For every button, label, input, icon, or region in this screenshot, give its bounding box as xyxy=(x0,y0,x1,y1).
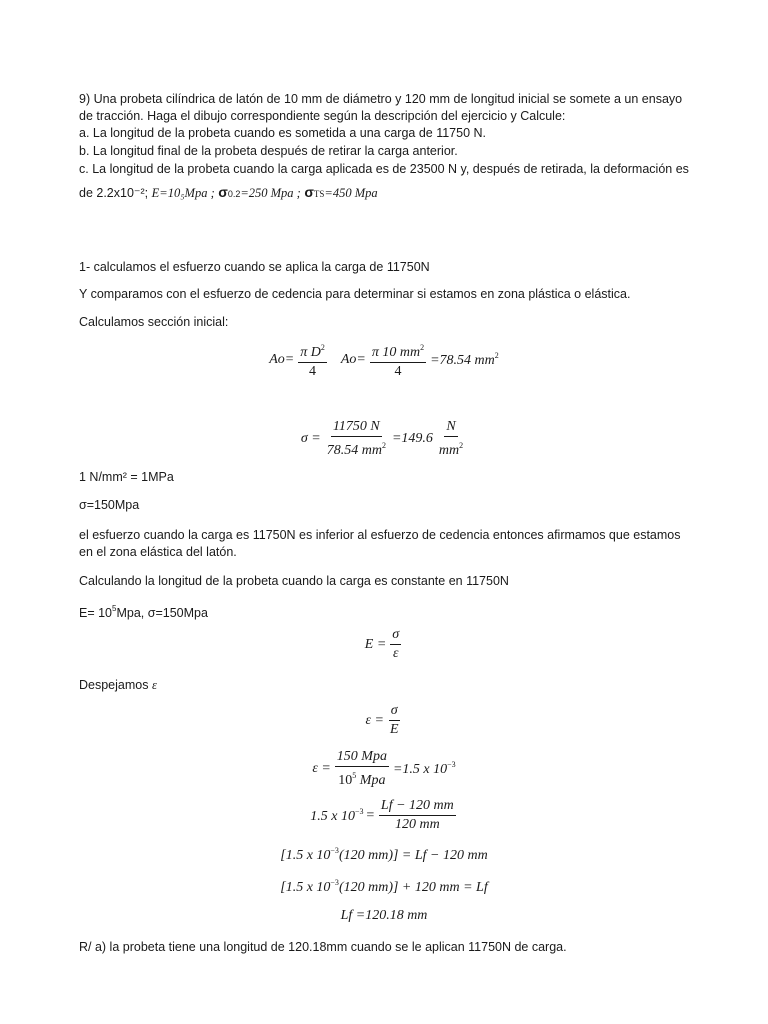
param-sigma02-symbol: σ xyxy=(218,184,228,200)
param-sigma02-value: =250 Mpa ; xyxy=(240,186,301,200)
eq-area-lhs1: Ao= xyxy=(269,352,295,367)
length-intro: Calculando la longitud de la probeta cuando la carga es constante en 11750N xyxy=(79,574,509,588)
eq-strain-value-den-unit: Mpa xyxy=(356,773,386,788)
param-sigmats-sub: TS xyxy=(313,189,325,199)
eq-stress-num: 11750 N xyxy=(331,419,382,437)
eq-stress-frac xyxy=(325,419,388,459)
eq-length1-eq: = xyxy=(365,807,375,823)
eq-area-result: =78.54 mm xyxy=(430,353,495,368)
eq-strain-value-num: 150 Mpa xyxy=(335,749,389,767)
eq-area-num1: π D xyxy=(300,345,321,360)
eq-area-result-exp: 2 xyxy=(494,351,499,360)
eq-length1-lhs-exp: −3 xyxy=(354,806,364,816)
solve-for-symbol: ε xyxy=(151,678,157,692)
eq-length3-open: [1.5 x 10 xyxy=(280,880,331,895)
eq-strain-value-lhs: ε = xyxy=(312,761,331,776)
params-prefix: de 2.2x10⁻²; xyxy=(79,186,149,200)
eq-area-lhs2: Ao= xyxy=(340,352,366,367)
eq-stress-lhs: σ = xyxy=(300,431,321,446)
eq-strain-den: E xyxy=(389,722,399,737)
problem-item-a: a. La longitud de la probeta cuando es sometida a una carga de 11750 N. xyxy=(79,126,487,140)
eq-stress-den: 78.54 mm xyxy=(326,443,382,458)
eq-strain-num: σ xyxy=(389,703,400,721)
equation-stress xyxy=(0,419,768,459)
eq-area-den2: 4 xyxy=(394,364,402,379)
equation-length-2 xyxy=(0,846,768,864)
conclusion-line-1: el esfuerzo cuando la carga es 11750N es inferior al esfuerzo de cedencia entonces afirmamos que estamos xyxy=(79,528,681,542)
eq-hooke-frac xyxy=(390,627,401,662)
param-sigma02-sub: 0.2 xyxy=(227,189,241,199)
eq-hooke-num: σ xyxy=(390,627,401,645)
eq-stress-unit-den: mm xyxy=(438,443,460,458)
problem-item-b: b. La longitud final de la probeta después de retirar la carga anterior. xyxy=(79,144,458,158)
given-e-suffix: Mpa, σ=150Mpa xyxy=(116,606,208,620)
eq-stress-unit-frac xyxy=(437,419,465,459)
eq-area-num1-exp: 2 xyxy=(320,343,325,352)
eq-stress-unit-num: N xyxy=(444,419,457,437)
eq-strain-value-den-exp: 5 xyxy=(352,771,357,780)
eq-length1-den: 120 mm xyxy=(394,817,440,832)
param-elastic-modulus: E=10₅Mpa ; xyxy=(151,186,215,200)
unit-note: 1 N/mm² = 1MPa xyxy=(79,470,174,484)
eq-area-frac2 xyxy=(370,340,426,380)
problem-item-c: c. La longitud de la probeta cuando la carga aplicada es de 23500 N y, después de retirada, la deformación es xyxy=(79,162,689,176)
eq-hooke-lhs: E = xyxy=(364,636,387,652)
problem-parameters xyxy=(79,184,378,204)
eq-length1-lhs: 1.5 x 10 xyxy=(310,808,355,824)
sigma-rounded: σ=150Mpa xyxy=(79,498,140,512)
solution-compare: Y comparamos con el esfuerzo de cedencia para determinar si estamos en zona plástica o elástica. xyxy=(79,287,631,301)
param-sigmats-value: =450 Mpa xyxy=(324,186,378,200)
equation-area xyxy=(0,340,768,380)
param-sigmats-symbol: σ xyxy=(304,184,314,200)
equation-length-3 xyxy=(0,878,768,896)
eq-strain-value-result: =1.5 x 10 xyxy=(392,762,448,777)
eq-length3-rest: (120 mm)] + 120 mm = Lf xyxy=(338,880,488,895)
solution-step-1: 1- calculamos el esfuerzo cuando se aplica la carga de 11750N xyxy=(79,260,430,274)
eq-stress-den-exp: 2 xyxy=(381,441,386,450)
eq-stress-mid: =149.6 xyxy=(391,431,433,446)
eq-length2-exp: −3 xyxy=(330,846,339,855)
eq-length1-num: Lf − 120 mm xyxy=(379,798,456,816)
eq-area-num2-exp: 2 xyxy=(420,343,425,352)
eq-area-num2: π 10 mm xyxy=(371,345,421,360)
equation-strain-value xyxy=(0,749,768,789)
equation-final-length: Lf =120.18 mm xyxy=(340,908,428,923)
solve-for-text: Despejamos xyxy=(79,678,149,692)
eq-strain-lhs: ε = xyxy=(365,712,384,728)
eq-strain-value-result-exp: −3 xyxy=(447,760,456,769)
eq-hooke-den: ε xyxy=(392,646,399,661)
equation-hooke xyxy=(0,627,768,662)
eq-strain-value-frac xyxy=(335,749,389,789)
eq-length2-rest: (120 mm)] = Lf − 120 mm xyxy=(338,848,488,863)
given-e-prefix: E= 10 xyxy=(79,606,113,620)
solve-for xyxy=(79,677,157,695)
eq-strain-frac xyxy=(388,703,401,738)
eq-area-frac1 xyxy=(298,340,327,380)
eq-strain-value-den-base: 10 xyxy=(338,773,353,788)
eq-area-den1: 4 xyxy=(309,364,317,379)
eq-length3-exp: −3 xyxy=(330,878,339,887)
equation-length-1 xyxy=(0,798,768,833)
problem-line-2: de tracción. Haga el dibujo correspondiente según la descripción del ejercicio y Calcule: xyxy=(79,109,566,123)
given-e-exp: 5 xyxy=(112,604,117,613)
solution-area-intro: Calculamos sección inicial: xyxy=(79,315,229,329)
eq-length2-open: [1.5 x 10 xyxy=(280,848,331,863)
equation-strain xyxy=(0,703,768,738)
answer-a: R/ a) la probeta tiene una longitud de 120.18mm cuando se le aplican 11750N de carga. xyxy=(79,940,567,954)
conclusion-line-2: en el zona elástica del latón. xyxy=(79,545,237,559)
given-values xyxy=(79,600,208,623)
eq-stress-unit-den-exp: 2 xyxy=(459,441,464,450)
eq-length1-frac xyxy=(379,798,456,833)
problem-line-1: 9) Una probeta cilíndrica de latón de 10 mm de diámetro y 120 mm de longitud inicial se somete a un ensayo xyxy=(79,92,683,106)
